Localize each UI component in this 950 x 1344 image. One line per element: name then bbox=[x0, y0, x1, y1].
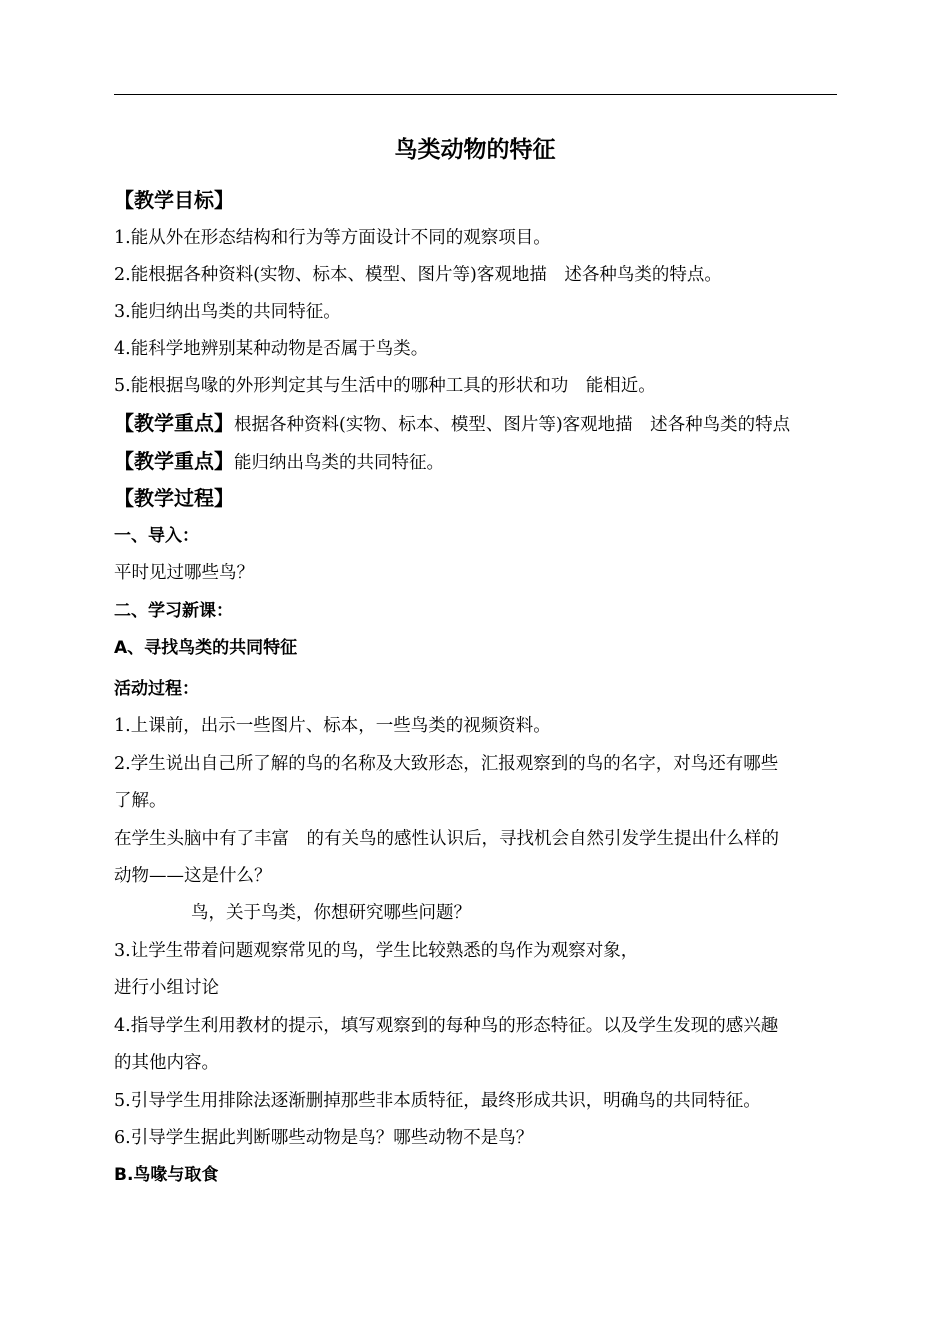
section-b-heading: B.鸟喙与取食 bbox=[114, 1165, 219, 1185]
key-point-text: 根据各种资料(实物、标本、模型、图片等)客观地描 述各种鸟类的特点 bbox=[234, 415, 791, 435]
process-step: 4.指导学生利用教材的提示，填写观察到的每种鸟的形态特征。以及学生发现的感兴趣 bbox=[114, 1016, 779, 1036]
key-point-line bbox=[114, 410, 790, 438]
section-a-heading: A、寻找鸟类的共同特征 bbox=[114, 638, 298, 658]
process-step: 了解。 bbox=[114, 791, 167, 811]
process-step: 1.上课前，出示一些图片、标本，一些鸟类的视频资料。 bbox=[114, 716, 551, 736]
objective-item: 5.能根据鸟喙的外形判定其与生活中的哪种工具的形状和功 能相近。 bbox=[114, 376, 656, 396]
document-title: 鸟类动物的特征 bbox=[394, 137, 556, 163]
process-step: 3.让学生带着问题观察常见的鸟，学生比较熟悉的鸟作为观察对象， bbox=[114, 941, 639, 961]
process-step: 2.学生说出自己所了解的鸟的名称及大致形态，汇报观察到的鸟的名字，对鸟还有哪些 bbox=[114, 754, 779, 774]
key-point-label: 【教学重点】 bbox=[114, 411, 234, 435]
header-rule bbox=[114, 94, 837, 95]
objective-item: 3.能归纳出鸟类的共同特征。 bbox=[114, 302, 341, 322]
intro-heading: 一、导入： bbox=[114, 526, 199, 546]
process-step: 的其他内容。 bbox=[114, 1053, 219, 1073]
difficult-point-line bbox=[114, 448, 444, 476]
process-step: 动物——这是什么？ bbox=[114, 866, 272, 886]
intro-text: 平时见过哪些鸟？ bbox=[114, 563, 254, 583]
objective-item: 4.能科学地辨别某种动物是否属于鸟类。 bbox=[114, 339, 429, 359]
process-step: 5.引导学生用排除法逐渐删掉那些非本质特征，最终形成共识，明确鸟的共同特征。 bbox=[114, 1091, 761, 1111]
process-step: 6.引导学生据此判断哪些动物是鸟？哪些动物不是鸟？ bbox=[114, 1128, 534, 1148]
process-step: 在学生头脑中有了丰富 的有关鸟的感性认识后，寻找机会自然引发学生提出什么样的 bbox=[114, 829, 779, 849]
objectives-heading: 【教学目标】 bbox=[114, 188, 234, 212]
process-heading: 【教学过程】 bbox=[114, 486, 234, 510]
objective-item: 1.能从外在形态结构和行为等方面设计不同的观察项目。 bbox=[114, 228, 551, 248]
difficult-point-text: 能归纳出鸟类的共同特征。 bbox=[234, 453, 444, 473]
process-step: 进行小组讨论 bbox=[114, 978, 219, 998]
new-lesson-heading: 二、学习新课： bbox=[114, 601, 233, 621]
difficult-point-label: 【教学重点】 bbox=[114, 449, 234, 473]
process-step: 鸟，关于鸟类，你想研究哪些问题？ bbox=[191, 903, 471, 923]
activity-heading: 活动过程： bbox=[114, 679, 199, 699]
objective-item: 2.能根据各种资料(实物、标本、模型、图片等)客观地描 述各种鸟类的特点。 bbox=[114, 265, 722, 285]
